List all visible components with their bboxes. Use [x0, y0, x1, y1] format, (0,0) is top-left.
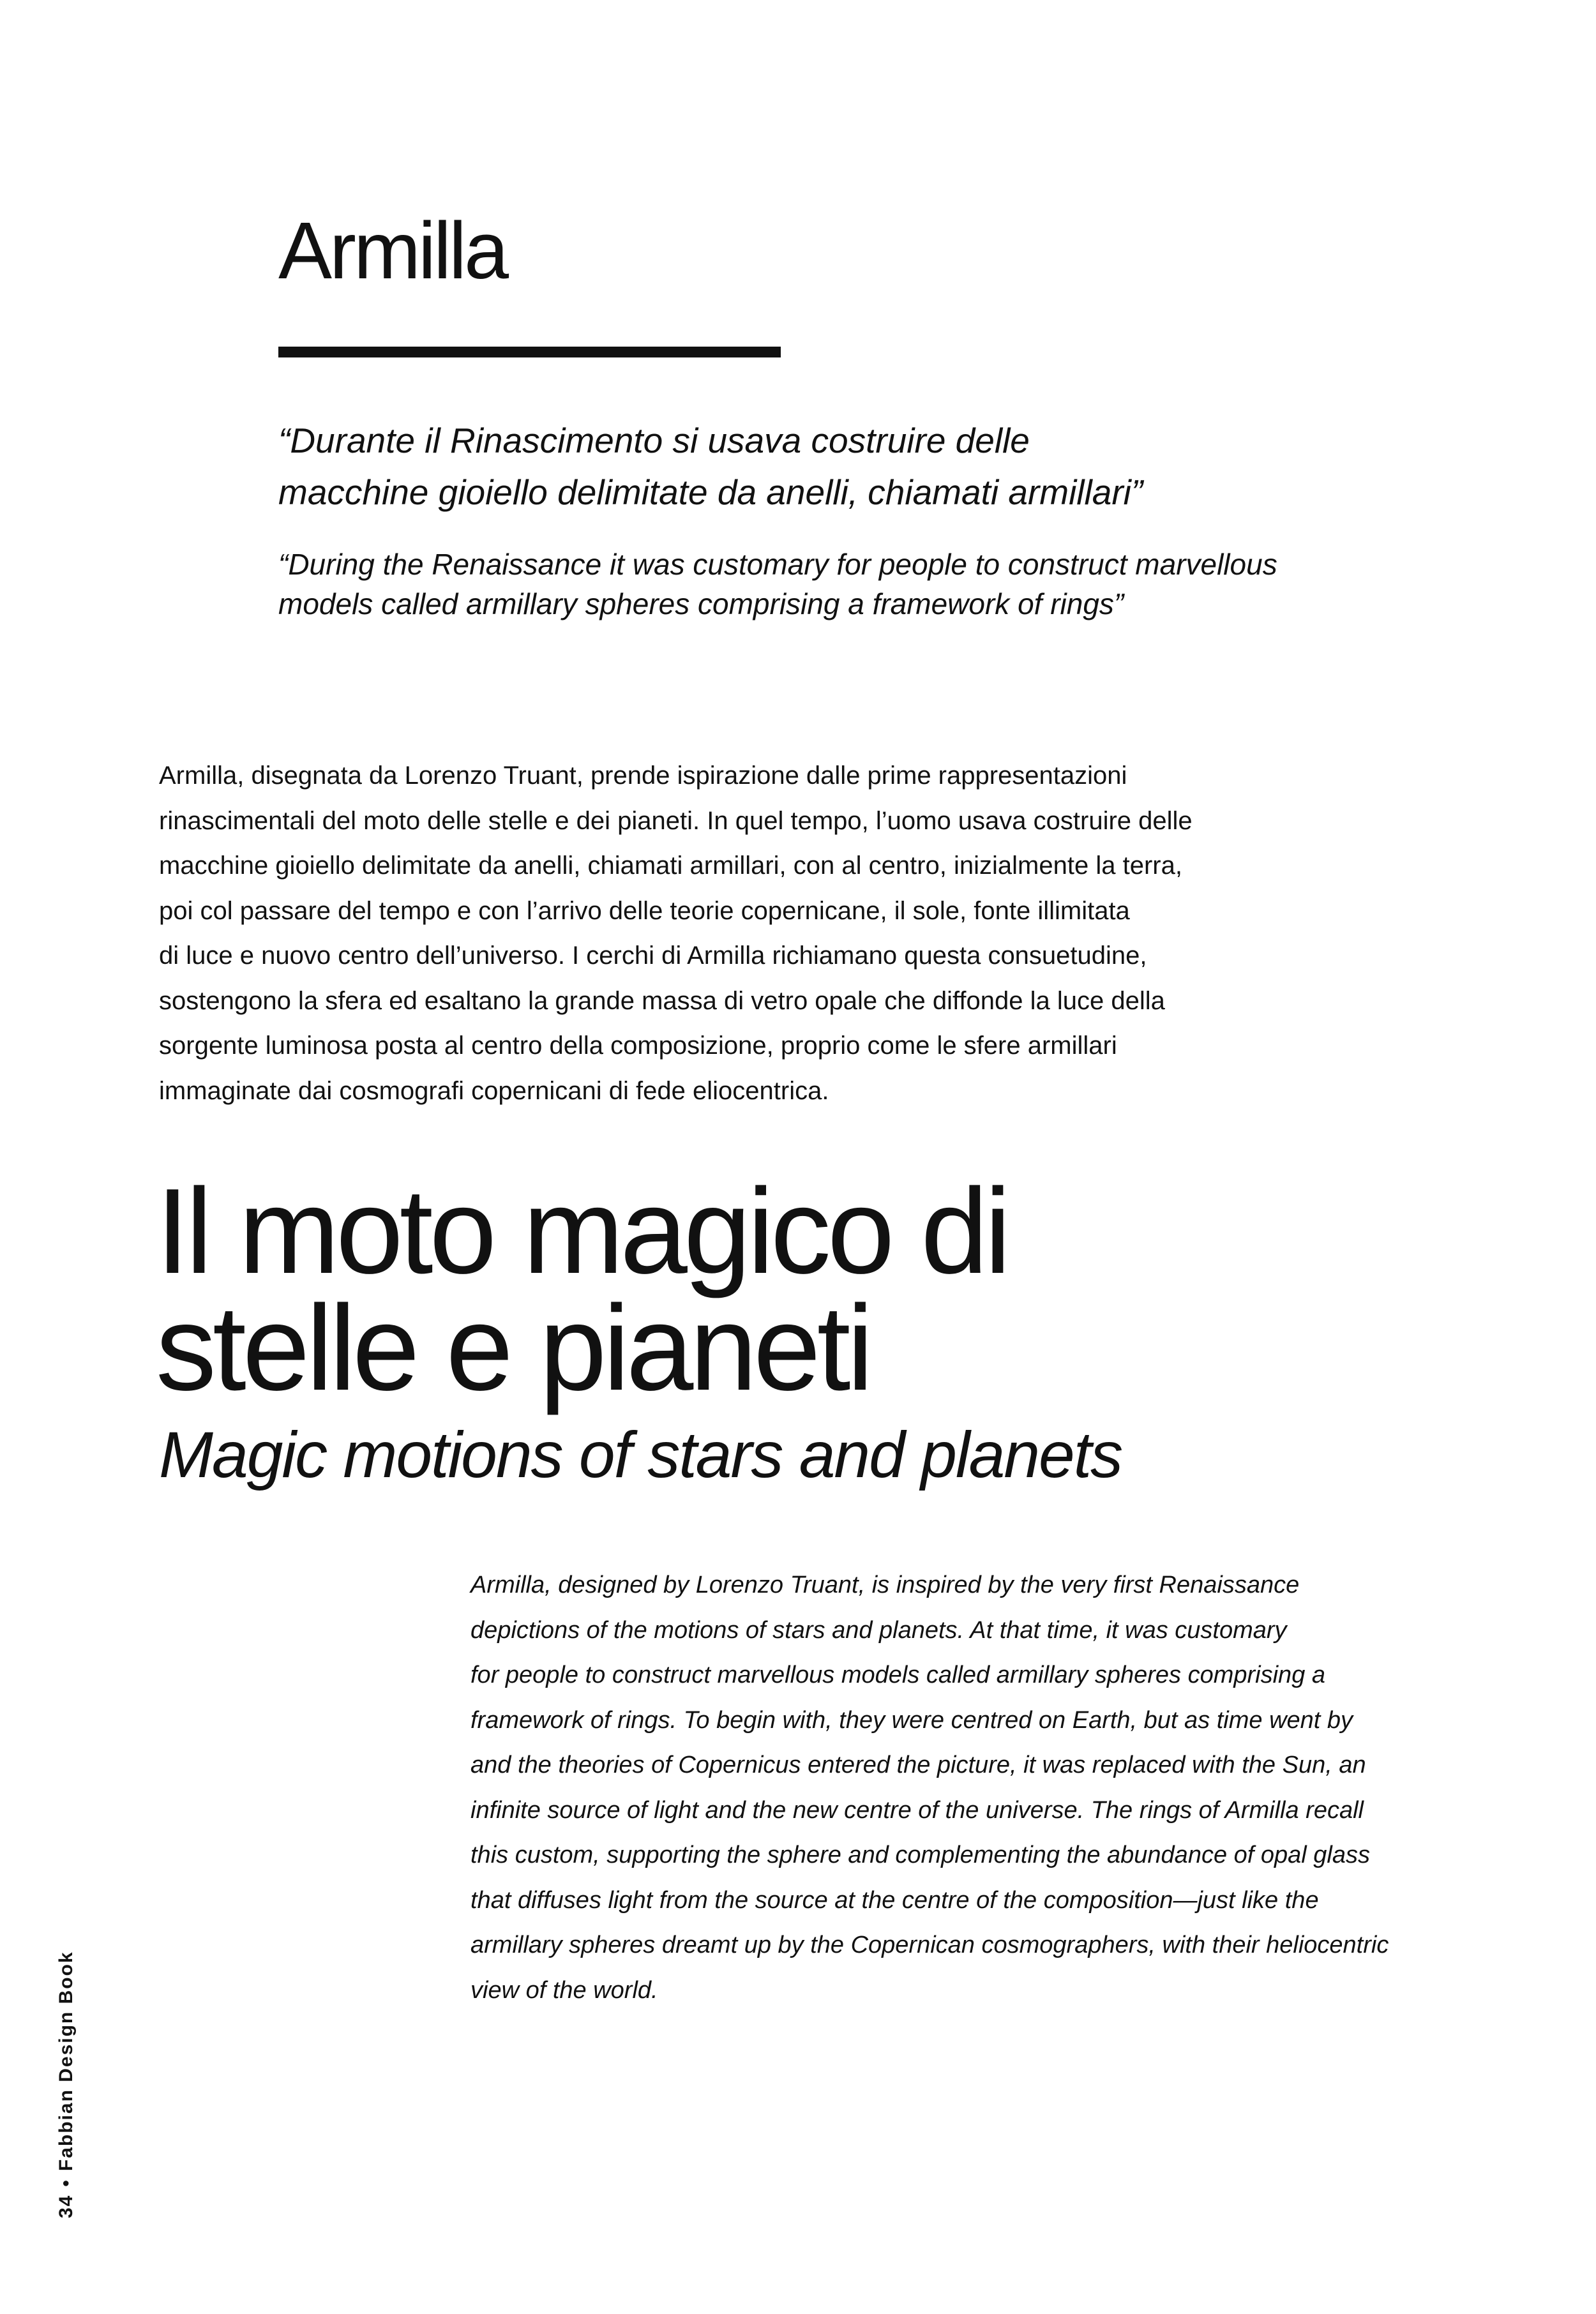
headline-line: Il moto magico di — [156, 1164, 1008, 1299]
body-line: framework of rings. To begin with, they were centred on Earth, but as time went by — [471, 1706, 1353, 1734]
page-title: Armilla — [278, 206, 507, 296]
body-line: and the theories of Copernicus entered the picture, it was replaced with the Sun, an — [471, 1752, 1366, 1778]
book-title: Fabbian Design Book — [56, 1951, 77, 2172]
body-line: immaginate dai cosmografi copernicani di fede eliocentrica. — [159, 1076, 829, 1105]
title-underline — [278, 347, 781, 357]
body-line: sostengono la sfera ed esaltano la grande massa di vetro opale che diffonde la luce della — [159, 986, 1165, 1015]
headline-line: stelle e pianeti — [156, 1281, 870, 1416]
body-line: view of the world. — [471, 1976, 658, 2004]
section-headline — [156, 1164, 1008, 1416]
italian-quote-line: macchine gioiello delimitate da anelli, chiamati armillari” — [278, 472, 1143, 512]
body-line: macchine gioiello delimitate da anelli, chiamati armillari, con al centro, inizialmente la terra, — [159, 852, 1182, 880]
page-number: 34 — [56, 2194, 77, 2218]
footer-separator: • — [56, 2179, 77, 2187]
english-body-text — [471, 1563, 1479, 2013]
body-line: Armilla, designed by Lorenzo Truant, is inspired by the very first Renaissance — [471, 1572, 1300, 1598]
body-line: for people to construct marvellous models called armillary spheres comprising a — [471, 1662, 1326, 1688]
italian-quote — [278, 415, 1364, 518]
body-line: Armilla, disegnata da Lorenzo Truant, prende ispirazione dalle prime rappresentazioni — [159, 762, 1127, 790]
body-line: infinite source of light and the new centre of the universe. The rings of Armilla recall — [471, 1796, 1364, 1824]
italian-quote-line: “Durante il Rinascimento si usava costruire delle — [278, 421, 1030, 460]
body-line: armillary spheres dreamt up by the Copernican cosmographers, with their heliocentric — [471, 1932, 1389, 1958]
page-footer — [56, 1951, 77, 2218]
body-line: di luce e nuovo centro dell’universo. I cerchi di Armilla richiamano questa consuetudine, — [159, 942, 1147, 970]
body-line: that diffuses light from the source at the centre of the composition—just like the — [471, 1886, 1319, 1914]
italian-body-text — [159, 753, 1359, 1113]
body-line: rinascimentali del moto delle stelle e dei pianeti. In quel tempo, l’uomo usava costruire delle — [159, 806, 1193, 835]
body-line: depictions of the motions of stars and planets. At that time, it was customary — [471, 1616, 1287, 1644]
english-quote — [278, 545, 1427, 624]
body-line: poi col passare del tempo e con l’arrivo delle teorie copernicane, il sole, fonte illimitata — [159, 896, 1130, 925]
english-quote-line: models called armillary spheres comprising a framework of rings” — [278, 587, 1124, 620]
body-line: sorgente luminosa posta al centro della composizione, proprio come le sfere armillari — [159, 1032, 1117, 1060]
body-line: this custom, supporting the sphere and complementing the abundance of opal glass — [471, 1842, 1371, 1868]
section-subheadline: Magic motions of stars and planets — [159, 1418, 1122, 1491]
english-quote-line: “During the Renaissance it was customary for people to construct marvellous — [278, 548, 1277, 581]
